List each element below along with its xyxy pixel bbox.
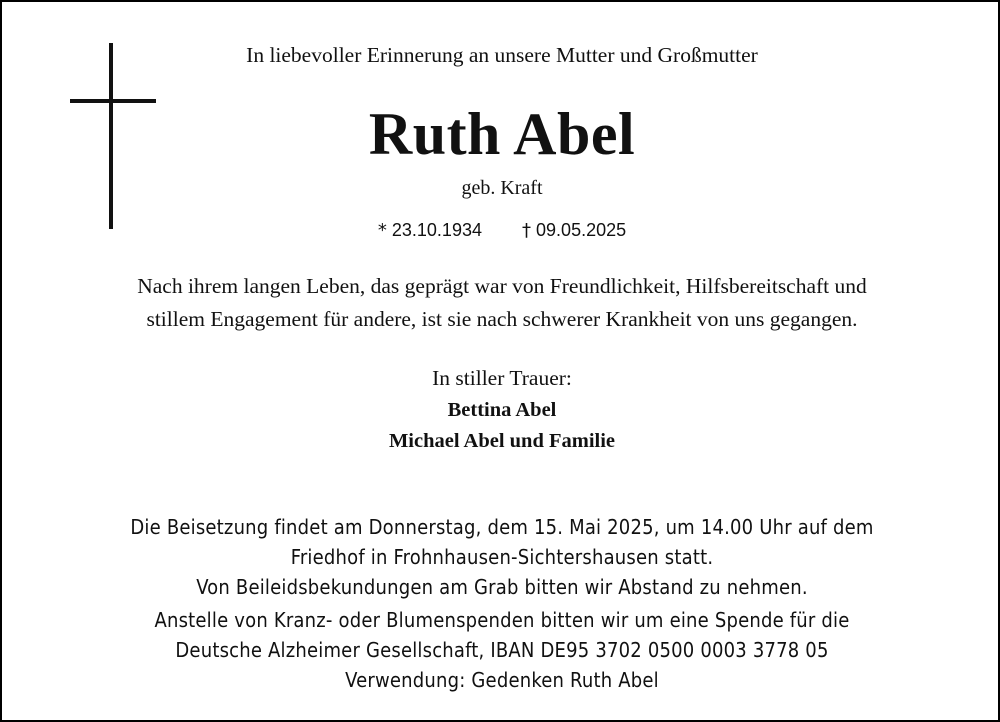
- funeral-info-line: Friedhof in Frohnhausen-Sichtershausen statt.: [290, 545, 714, 569]
- birth-date: 23.10.1934: [391, 220, 482, 240]
- donation-reference-line: Verwendung: Gedenken Ruth Abel: [345, 668, 659, 692]
- life-dates: [2, 215, 1000, 246]
- funeral-info-line: Von Beileidsbekundungen am Grab bitten wir Abstand zu nehmen.: [196, 575, 808, 599]
- mourning-intro: In stiller Trauer:: [432, 366, 572, 390]
- birth-name: geb. Kraft: [461, 177, 543, 199]
- donation-iban-line: Deutsche Alzheimer Gesellschaft, IBAN DE95 3702 0500 0003 3778 05: [175, 638, 829, 662]
- message-line: Nach ihrem langen Leben, das geprägt war von Freundlichkeit, Hilfsbereitschaft und: [137, 274, 867, 298]
- funeral-info-line: Die Beisetzung findet am Donnerstag, dem 15. Mai 2025, um 14.00 Uhr auf dem: [130, 515, 874, 539]
- intro-text: In liebevoller Erinnerung an unsere Mutter und Großmutter: [246, 43, 758, 67]
- death-symbol: †: [522, 220, 532, 241]
- donation-info-line: Anstelle von Kranz- oder Blumenspenden bitten wir um eine Spende für die: [154, 608, 850, 632]
- mourner-name: Michael Abel und Familie: [388, 430, 616, 452]
- deceased-name: Ruth Abel: [368, 101, 636, 167]
- death-date: 09.05.2025: [536, 220, 627, 240]
- message-line: stillem Engagement für andere, ist sie nach schwerer Krankheit von uns gegangen.: [146, 307, 858, 331]
- mourner-name: Bettina Abel: [447, 399, 557, 421]
- birth-symbol: *: [377, 220, 387, 241]
